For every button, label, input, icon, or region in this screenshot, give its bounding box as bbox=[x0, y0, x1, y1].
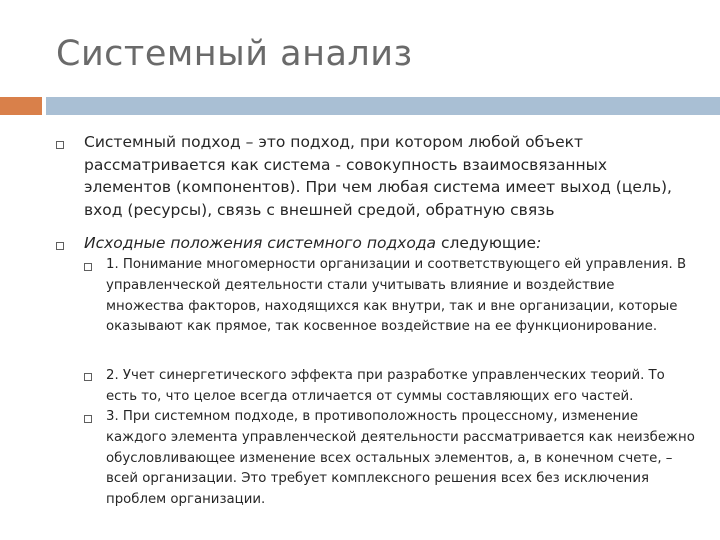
sub-item: 2. Учет синергетического эффекта при разработке управленческих теорий. То есть то, что целое всегда отличается от суммы составляющих его частей. bbox=[106, 368, 665, 404]
bullet-heading-plain: следующие bbox=[436, 234, 537, 252]
divider-accent-orange bbox=[0, 97, 42, 115]
square-bullet-icon bbox=[56, 242, 64, 250]
square-bullet-icon bbox=[84, 263, 92, 271]
square-bullet-icon bbox=[84, 373, 92, 381]
sub-item: 1. Понимание многомерности организации и соответствующего ей управления. В управленческой деятельности стали учитывать влияние и воздействие множества факторов, находящихся как внутри, так и вне организации, которые оказывают как прямое, так косвенное воздействие на ее функционирование. bbox=[106, 257, 687, 335]
square-bullet-icon bbox=[56, 141, 64, 149]
bullet-heading-colon: : bbox=[536, 234, 542, 252]
divider-accent-blue bbox=[46, 97, 720, 115]
sub-item: 3. При системном подходе, в противоположность процессному, изменение каждого элемента управленческой деятельности рассматривается как неизбежно обусловливающее изменение всех остальных элементов, а, в конечном счете, – всей организации. Это требует комплексного решения всех без исключения проблем организации. bbox=[106, 409, 695, 508]
title-divider-bar bbox=[0, 97, 720, 115]
slide-title: Системный анализ bbox=[56, 34, 413, 74]
bullet-text: Системный подход – это подход, при котором любой объект рассматривается как система - совокупность взаимосвязанных элементов (компонентов). При чем любая система имеет выход (цель), вход (ресурсы), связь с внешней средой, обратную связь bbox=[84, 133, 672, 219]
bullet-heading bbox=[84, 232, 684, 255]
square-bullet-icon bbox=[84, 415, 92, 423]
bullet-heading-italic: Исходные положения системного подхода bbox=[84, 234, 437, 252]
